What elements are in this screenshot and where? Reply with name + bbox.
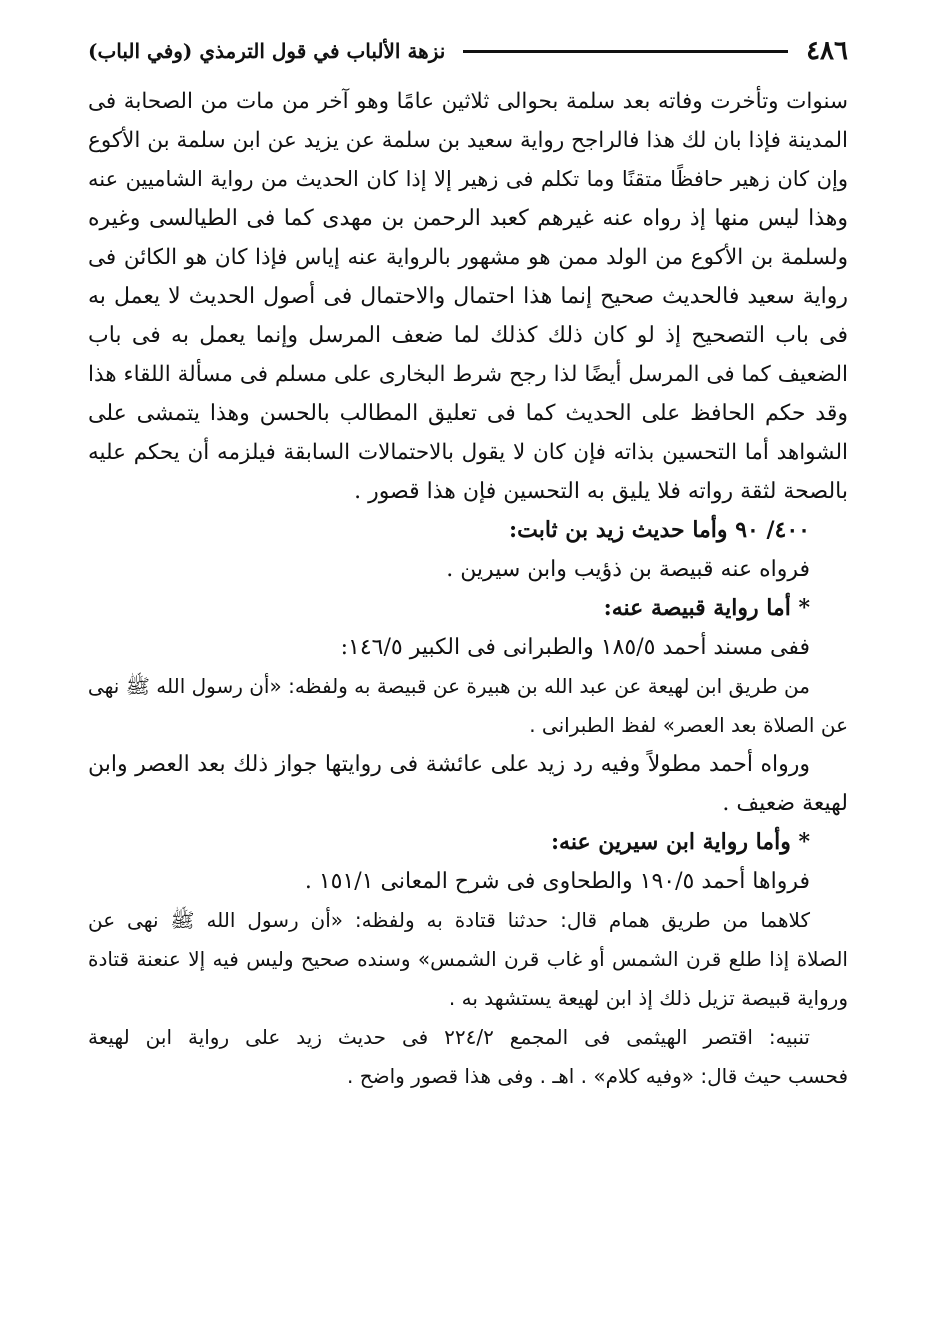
subsection-heading: * أما رواية قبيصة عنه: xyxy=(603,595,810,621)
source-citation: فرواها أحمد ١٩٠/٥ والطحاوى فى شرح المعانى ١٥١/١ . xyxy=(304,869,810,894)
subsection-heading: * وأما رواية ابن سيرين عنه: xyxy=(550,829,810,855)
text-line: بالصحة لثقة رواته فلا يليق به التحسين فإن هذا قصور . xyxy=(354,479,848,504)
page-number: ٤٨٦ xyxy=(806,36,848,66)
quote-line: كلاهما من طريق همام قال: حدثنا قتادة به ولفظه: «أن رسول الله ﷺ نهى عن xyxy=(88,908,810,932)
book-page xyxy=(88,30,848,1320)
note-line: ورواه أحمد مطولاً وفيه رد زيد على عائشة فى روايتها جواز ذلك بعد العصر وابن xyxy=(88,752,810,777)
text-line: الشواهد أما التحسين بذاته فإن كان لا يقول بالاحتمالات السابقة فيلزمه أن يحكم عليه xyxy=(88,440,848,465)
header-divider xyxy=(463,50,788,53)
text-line: فى باب التصحيح إذ لو كان ذلك كذلك لما ضعف المرسل وإنما يعمل به فى باب xyxy=(88,323,848,348)
page-header xyxy=(88,30,848,72)
running-title: نزهة الألباب في قول الترمذي (وفي الباب) xyxy=(88,39,446,63)
text-line: المدينة فإذا بان لك هذا فالراجح رواية سعيد بن سلمة عن يزيد عن ابن سلمة بن الأكوع xyxy=(88,128,848,153)
text-line: سنوات وتأخرت وفاته بعد سلمة بحوالى ثلاثين عامًا وهو آخر من مات من الصحابة فى xyxy=(88,89,848,114)
text-line: ولسلمة بن الأكوع من الولد ممن هو مشهور بالرواية عنه إياس فإذا كان هو الكائن فى xyxy=(88,245,848,270)
quote-line: من طريق ابن لهيعة عن عبد الله بن هبيرة عن قبيصة به ولفظه: «أن رسول الله ﷺ نهى xyxy=(88,674,810,698)
text-line: رواية سعيد فالحديث صحيح إنما هذا احتمال والاحتمال فى أصول الحديث لا يعمل به xyxy=(88,284,848,309)
text-line: وإن كان زهير حافظًا متقنًا وما تكلم فى زهير إلا إذا كان الحديث من رواية الشاميين عنه xyxy=(88,167,848,191)
paragraph xyxy=(88,82,848,511)
section-intro: فرواه عنه قبيصة بن ذؤيب وابن سيرين . xyxy=(446,557,810,582)
quote-line: ورواية قبيصة تزيل ذلك إذ ابن لهيعة يستشهد به . xyxy=(448,986,848,1010)
text-line: وهذا ليس منها إذ رواه عنه غيرهم كعبد الرحمن بن مهدى كما فى الطيالسى وغيره xyxy=(88,206,848,231)
quote-line: الصلاة إذا طلع قرن الشمس أو غاب قرن الشمس» وسنده صحيح وليس فيه إلا عنعنة قتادة xyxy=(88,947,848,971)
note-line: تنبيه: اقتصر الهيثمى فى المجمع ٢٢٤/٢ فى حديث زيد على رواية ابن لهيعة xyxy=(88,1025,810,1049)
note-line: فحسب حيث قال: «وفيه كلام» . اهـ . وفى هذا قصور واضح . xyxy=(346,1064,848,1088)
quote-line: عن الصلاة بعد العصر» لفظ الطبرانى . xyxy=(529,713,848,737)
text-line: وقد حكم الحافظ على الحديث كما فى تعليق المطالب بالحسن وهذا يتمشى على xyxy=(88,401,848,426)
note-line: لهيعة ضعيف . xyxy=(722,791,848,816)
section-heading: ٤٠٠/ ٩٠ وأما حديث زيد بن ثابت: xyxy=(508,517,810,543)
text-line: الضعيف كما فى المرسل أيضًا لذا رجح شرط البخارى على مسلم فى مسألة اللقاء هذا xyxy=(88,362,848,387)
page-body xyxy=(88,82,848,1096)
source-citation: ففى مسند أحمد ١٨٥/٥ والطبرانى فى الكبير ١٤٦/٥: xyxy=(340,635,810,660)
